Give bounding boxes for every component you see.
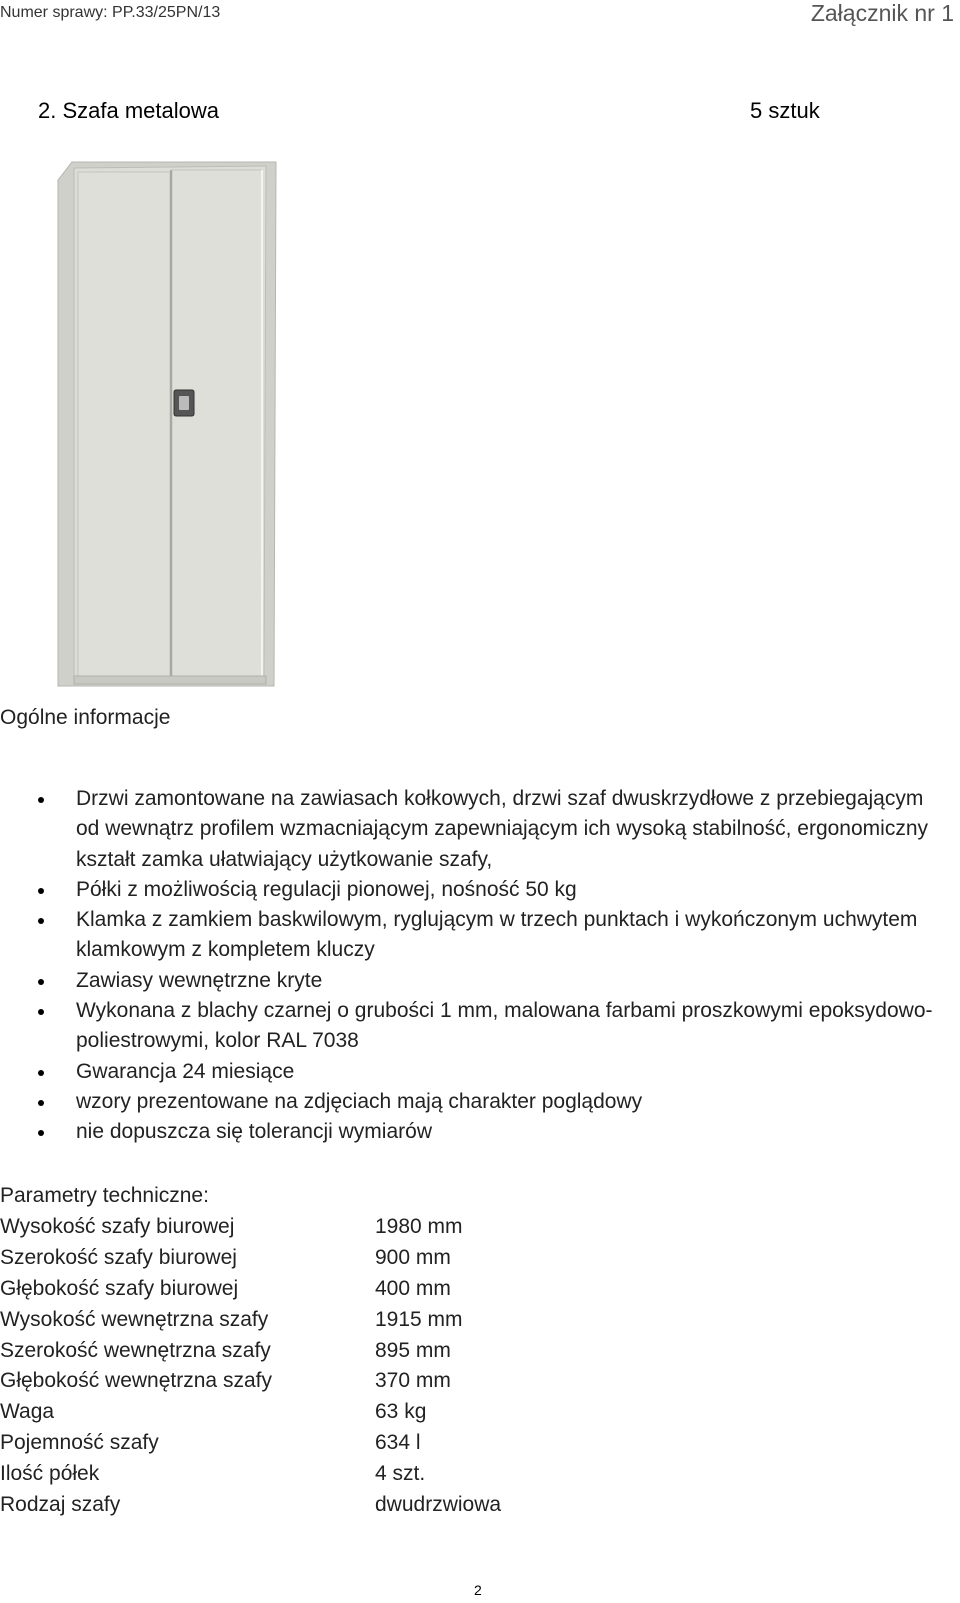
param-label: Ilość półek bbox=[0, 1461, 100, 1485]
list-item: wzory prezentowane na zdjęciach mają charakter poglądowy bbox=[0, 1087, 950, 1117]
case-number: Numer sprawy: PP.33/25PN/13 bbox=[0, 4, 221, 21]
list-item: nie dopuszcza się tolerancji wymiarów bbox=[0, 1117, 950, 1147]
general-info-heading: Ogólne informacje bbox=[0, 706, 171, 729]
item-quantity: 5 sztuk bbox=[750, 98, 820, 123]
param-value: 63 kg bbox=[375, 1400, 427, 1424]
param-value: 370 mm bbox=[375, 1369, 451, 1393]
table-row bbox=[0, 1274, 501, 1305]
param-value: dwudrzwiowa bbox=[375, 1492, 502, 1516]
param-label: Głębokość wewnętrzna szafy bbox=[0, 1369, 272, 1393]
params-heading: Parametry techniczne: bbox=[0, 1184, 209, 1207]
list-item: Półki z możliwością regulacji pionowej, nośność 50 kg bbox=[0, 875, 950, 905]
param-value: 895 mm bbox=[375, 1338, 451, 1362]
param-value: 1980 mm bbox=[375, 1215, 463, 1239]
param-value: 400 mm bbox=[375, 1276, 451, 1300]
param-value: 1915 mm bbox=[375, 1307, 463, 1331]
param-value: 900 mm bbox=[375, 1246, 451, 1270]
params-table bbox=[0, 1212, 501, 1520]
list-item: Wykonana z blachy czarnej o grubości 1 mm, malowana farbami proszkowymi epoksydowo-poliestrowymi, kolor RAL 7038 bbox=[0, 996, 950, 1057]
table-row bbox=[0, 1366, 501, 1397]
list-item: Zawiasy wewnętrzne kryte bbox=[0, 966, 950, 996]
page-number: 2 bbox=[474, 1582, 482, 1598]
table-row bbox=[0, 1428, 501, 1459]
table-row bbox=[0, 1212, 501, 1243]
feature-list bbox=[0, 784, 950, 1148]
list-item: Klamka z zamkiem baskwilowym, ryglującym w trzech punktach i wykończonym uchwytem klamkowym z kompletem kluczy bbox=[0, 905, 950, 966]
param-value: 4 szt. bbox=[375, 1461, 426, 1485]
item-title: 2. Szafa metalowa bbox=[38, 98, 219, 123]
param-label: Wysokość szafy biurowej bbox=[0, 1215, 235, 1239]
table-row bbox=[0, 1458, 501, 1489]
param-label: Rodzaj szafy bbox=[0, 1492, 121, 1516]
param-label: Wysokość wewnętrzna szafy bbox=[0, 1307, 269, 1331]
table-row bbox=[0, 1243, 501, 1274]
table-row bbox=[0, 1397, 501, 1428]
list-item: Gwarancja 24 miesiące bbox=[0, 1057, 950, 1087]
param-value: 634 l bbox=[375, 1430, 421, 1454]
param-label: Głębokość szafy biurowej bbox=[0, 1276, 239, 1300]
table-row bbox=[0, 1304, 501, 1335]
metal-cabinet-icon bbox=[52, 158, 282, 698]
list-item: Drzwi zamontowane na zawiasach kołkowych, drzwi szaf dwuskrzydłowe z przebiegającym od wewnątrz profilem wzmacniającym zapewniającym ich wysoką stabilność, ergonomiczny kształt zamka ułatwiający użytkowanie szafy, bbox=[0, 784, 950, 875]
param-label: Szerokość szafy biurowej bbox=[0, 1246, 237, 1270]
param-label: Waga bbox=[0, 1400, 55, 1424]
param-label: Pojemność szafy bbox=[0, 1430, 159, 1454]
table-row bbox=[0, 1489, 501, 1520]
table-row bbox=[0, 1335, 501, 1366]
param-label: Szerokość wewnętrzna szafy bbox=[0, 1338, 271, 1362]
attachment-label: Załącznik nr 1 bbox=[810, 0, 954, 26]
